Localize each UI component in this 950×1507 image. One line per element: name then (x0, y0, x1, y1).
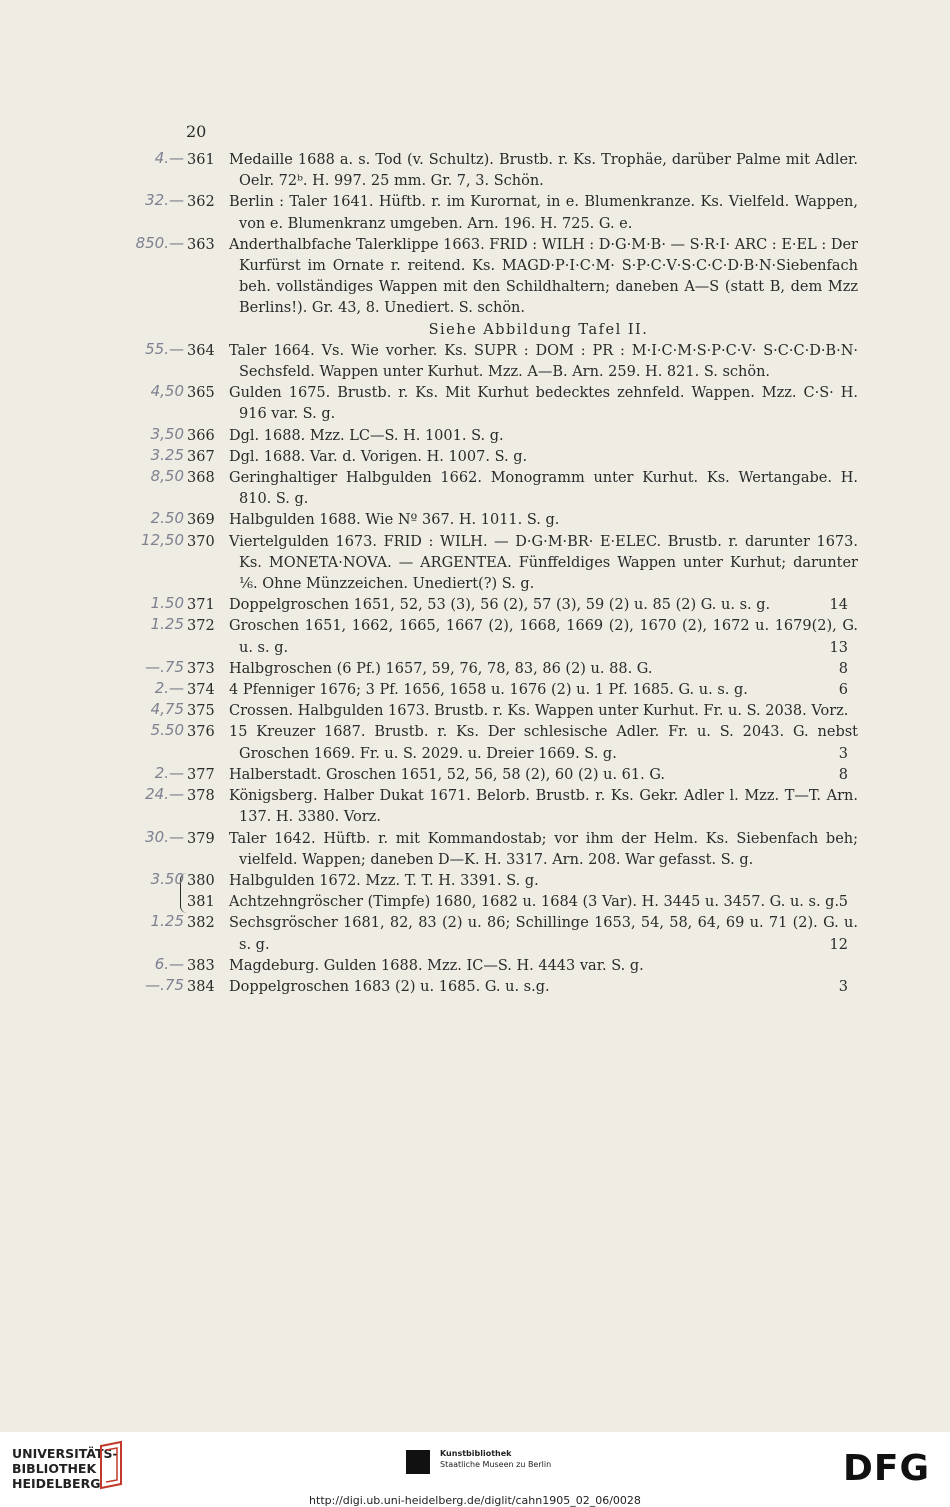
handwritten-price: 2.50 (150, 509, 184, 528)
lot-number: 362 (187, 194, 215, 211)
lot-description: Achtzehngröscher (Timpfe) 1680, 1682 u. 1684 (3 Var). H. 3445 u. 3457. G. u. s. g. (229, 894, 840, 911)
item-count: 14 (829, 597, 848, 614)
library-name-line: HEIDELBERG (12, 1476, 101, 1491)
item-count: 5 (838, 894, 848, 911)
kunstbibliothek-logo-text (440, 1448, 551, 1470)
lot-370 (0, 532, 950, 596)
lot-description: Groschen 1651, 1662, 1665, 1667 (2), 1668, 1669 (2), 1670 (2), 1672 u. 1679(2), G. u. s. g. (229, 618, 858, 656)
lot-number: 375 (187, 703, 215, 720)
plate-reference-heading: Siehe Abbildung Tafel II. (428, 321, 649, 338)
lot-number: 377 (187, 766, 215, 783)
lot-364 (0, 341, 950, 383)
lot-description: Halbgulden 1672. Mzz. T. T. H. 3391. S. g. (229, 872, 539, 889)
lot-description: Geringhaltiger Halbgulden 1662. Monogramm unter Kurhut. Ks. Wertangabe. H. 810. S. g. (229, 470, 858, 508)
lot-description: Doppelgroschen 1651, 52, 53 (3), 56 (2), 57 (3), 59 (2) u. 85 (2) G. u. s. g. (229, 597, 771, 614)
handwritten-price: 1.25 (150, 912, 184, 931)
handwritten-price: 6.— (154, 954, 184, 973)
handwritten-price: 2.— (154, 679, 184, 698)
lot-description: Anderthalbfache Talerklippe 1663. FRID : WILH : D·G·M·B· — S·R·I· ARC : E·EL : Der Kurfürst im Ornate r. reitend. Ks. MAGD·P·I·C·M· S·P·C·V·S·C·C·D·B·N·Siebenfach beh. vollständiges Wappen mit den Schildhaltern; daneben A—S (statt B, dem Mzz Berlins!). Gr. 43, 8. Unediert. S. schön. (229, 236, 858, 317)
handwritten-price: 4,50 (150, 382, 184, 401)
lot-379 (0, 829, 950, 871)
kb-subtitle: Staatliche Museen zu Berlin (440, 1460, 552, 1469)
handwritten-price: 3.50 (150, 869, 184, 888)
item-count: 13 (829, 639, 848, 656)
lot-369 (0, 510, 950, 531)
lot-362 (0, 192, 950, 234)
lot-number: 364 (187, 342, 215, 359)
item-count: 6 (838, 682, 848, 699)
handwritten-price: 30.— (145, 827, 184, 846)
handwritten-price: 3.25 (150, 445, 184, 464)
lot-description: Taler 1664. Vs. Wie vorher. Ks. SUPR : DOM : PR : M·I·C·M·S·P·C·V· S·C·C·D·B·N· Sechsfeld. Wappen unter Kurhut. Mzz. A—B. Arn. 259. H. 821. S. schön. (229, 342, 858, 381)
page-number: 20 (186, 122, 207, 141)
item-count: 8 (838, 660, 848, 677)
lot-number: 373 (187, 660, 215, 677)
lot-number: 366 (187, 427, 215, 444)
lot-description: Crossen. Halbgulden 1673. Brustb. r. Ks. Wappen unter Kurhut. Fr. u. S. 2038. Vorz. (229, 703, 849, 720)
handwritten-price: 12,50 (141, 530, 184, 549)
library-name-line: BIBLIOTHEK (12, 1461, 97, 1476)
handwritten-price: 3,50 (150, 424, 184, 443)
lot-list (0, 150, 950, 998)
lot-number: 380 (187, 872, 215, 889)
lot-number: 370 (187, 533, 215, 550)
lot-description: Medaille 1688 a. s. Tod (v. Schultz). Brustb. r. Ks. Trophäe, darüber Palme mit Adler. Oelr. 72ᵇ. H. 997. 25 mm. Gr. 7, 3. Schön. (229, 152, 858, 190)
lot-description: Sechsgröscher 1681, 82, 83 (2) u. 86; Schillinge 1653, 54, 58, 64, 69 u. 71 (2). G. u. s. g. (229, 915, 858, 953)
permalink-url[interactable]: http://digi.ub.uni-heidelberg.de/diglit/cahn1905_02_06/0028 (309, 1494, 641, 1507)
lot-number: 371 (187, 597, 215, 614)
lot-372 (0, 616, 950, 658)
lot-description: Berlin : Taler 1641. Hüftb. r. im Kurornat, in e. Blumenkranze. Ks. Vielfeld. Wappen, von e. Blumenkranz umgeben. Arn. 196. H. 725. G. e. (229, 194, 858, 232)
handwritten-price: 5.50 (150, 721, 184, 740)
handwritten-price: 55.— (145, 339, 184, 358)
handwritten-price: 850.— (135, 233, 184, 252)
lot-description: Magdeburg. Gulden 1688. Mzz. IC—S. H. 4443 var. S. g. (229, 957, 644, 974)
handwritten-price: 8,50 (150, 467, 184, 486)
lot-number: 368 (187, 470, 215, 487)
lot-383 (0, 956, 950, 977)
lot-number: 376 (187, 724, 215, 741)
handwritten-price: 32.— (145, 191, 184, 210)
lot-367 (0, 447, 950, 468)
lot-description: Doppelgroschen 1683 (2) u. 1685. G. u. s.g. (229, 978, 550, 995)
handwritten-price: —.75 (145, 975, 184, 994)
lot-371 (0, 595, 950, 616)
lot-363 (0, 235, 950, 320)
handwritten-price: 1.25 (150, 615, 184, 634)
lot-number: 382 (187, 915, 215, 932)
lot-description: Dgl. 1688. Var. d. Vorigen. H. 1007. S. g. (229, 448, 528, 465)
lot-number: 369 (187, 512, 215, 529)
dfg-logo[interactable]: DFG (843, 1448, 931, 1489)
lot-number: 381 (187, 894, 215, 911)
library-name-line: UNIVERSITÄTS- (12, 1446, 118, 1461)
lot-375 (0, 701, 950, 722)
item-count: 3 (838, 978, 848, 995)
lot-368 (0, 468, 950, 510)
lot-number: 379 (187, 830, 215, 847)
lot-374 (0, 680, 950, 701)
handwritten-price: 4.— (154, 149, 184, 167)
handwritten-price: 1.50 (150, 594, 184, 613)
kb-name: Kunstbibliothek (440, 1449, 512, 1458)
library-mark-icon (95, 1440, 127, 1490)
handwritten-price: —.75 (145, 657, 184, 676)
item-count: 8 (838, 766, 848, 783)
lot-378 (0, 786, 950, 828)
lot-description: 15 Kreuzer 1687. Brustb. r. Ks. Der schlesische Adler. Fr. u. S. 2043. G. nebst Groschen 1669. Fr. u. S. 2029. u. Dreier 1669. S. g. (229, 724, 858, 762)
lot-description: Halbgulden 1688. Wie Nº 367. H. 1011. S. g. (229, 512, 560, 529)
lot-376 (0, 722, 950, 764)
handwritten-price: 24.— (145, 785, 184, 804)
digitization-footer (0, 1432, 950, 1507)
lot-description: Taler 1642. Hüftb. r. mit Kommandostab; vor ihm der Helm. Ks. Siebenfach beh; vielfeld. Wappen; daneben D—K. H. 3317. Arn. 208. War gefasst. S. g. (229, 830, 858, 868)
handwritten-price: 2.— (154, 763, 184, 782)
item-count: 12 (829, 936, 848, 953)
lot-number: 374 (187, 682, 215, 699)
lot-number: 384 (187, 978, 215, 995)
lot-number: 361 (187, 152, 215, 168)
lot-382 (0, 913, 950, 955)
lot-description: 4 Pfenniger 1676; 3 Pf. 1656, 1658 u. 1676 (2) u. 1 Pf. 1685. G. u. s. g. (229, 682, 748, 699)
item-count: 3 (838, 745, 848, 762)
lot-description: Dgl. 1688. Mzz. LC—S. H. 1001. S. g. (229, 427, 504, 444)
lot-365 (0, 383, 950, 425)
lot-number: 378 (187, 788, 215, 805)
lot-381 (0, 892, 950, 913)
kunstbibliothek-logo-icon[interactable] (406, 1450, 430, 1474)
handwritten-price: 4,75 (150, 700, 184, 719)
lot-description: Viertelgulden 1673. FRID : WILH. — D·G·M·BR· E·ELEC. Brustb. r. darunter 1673. Ks. MONETA·NOVA. — ARGENTEA. Fünffeldiges Wappen unter Kurhut; darunter ⅙. Ohne Münzzeichen. Unediert(?) S. g. (229, 533, 858, 593)
lot-number: 372 (187, 618, 215, 635)
lot-description: Gulden 1675. Brustb. r. Ks. Mit Kurhut bedecktes zehnfeld. Wappen. Mzz. C·S· H. 916 var. S. g. (229, 385, 858, 423)
lot-377 (0, 765, 950, 786)
lot-number: 383 (187, 957, 215, 974)
lot-description: Halbgroschen (6 Pf.) 1657, 59, 76, 78, 83, 86 (2) u. 88. G. (229, 660, 653, 677)
lot-number: 365 (187, 385, 215, 402)
lot-380 (0, 871, 950, 892)
lot-384 (0, 977, 950, 998)
lot-description: Königsberg. Halber Dukat 1671. Belorb. Brustb. r. Ks. Gekr. Adler l. Mzz. T—T. Arn. 137. H. 3380. Vorz. (229, 788, 858, 826)
lot-description: Halberstadt. Groschen 1651, 52, 56, 58 (2), 60 (2) u. 61. G. (229, 766, 666, 783)
lot-361 (0, 150, 950, 192)
lot-number: 363 (187, 236, 215, 253)
lot-number: 367 (187, 448, 215, 465)
lot-373 (0, 659, 950, 680)
lot-366 (0, 426, 950, 447)
